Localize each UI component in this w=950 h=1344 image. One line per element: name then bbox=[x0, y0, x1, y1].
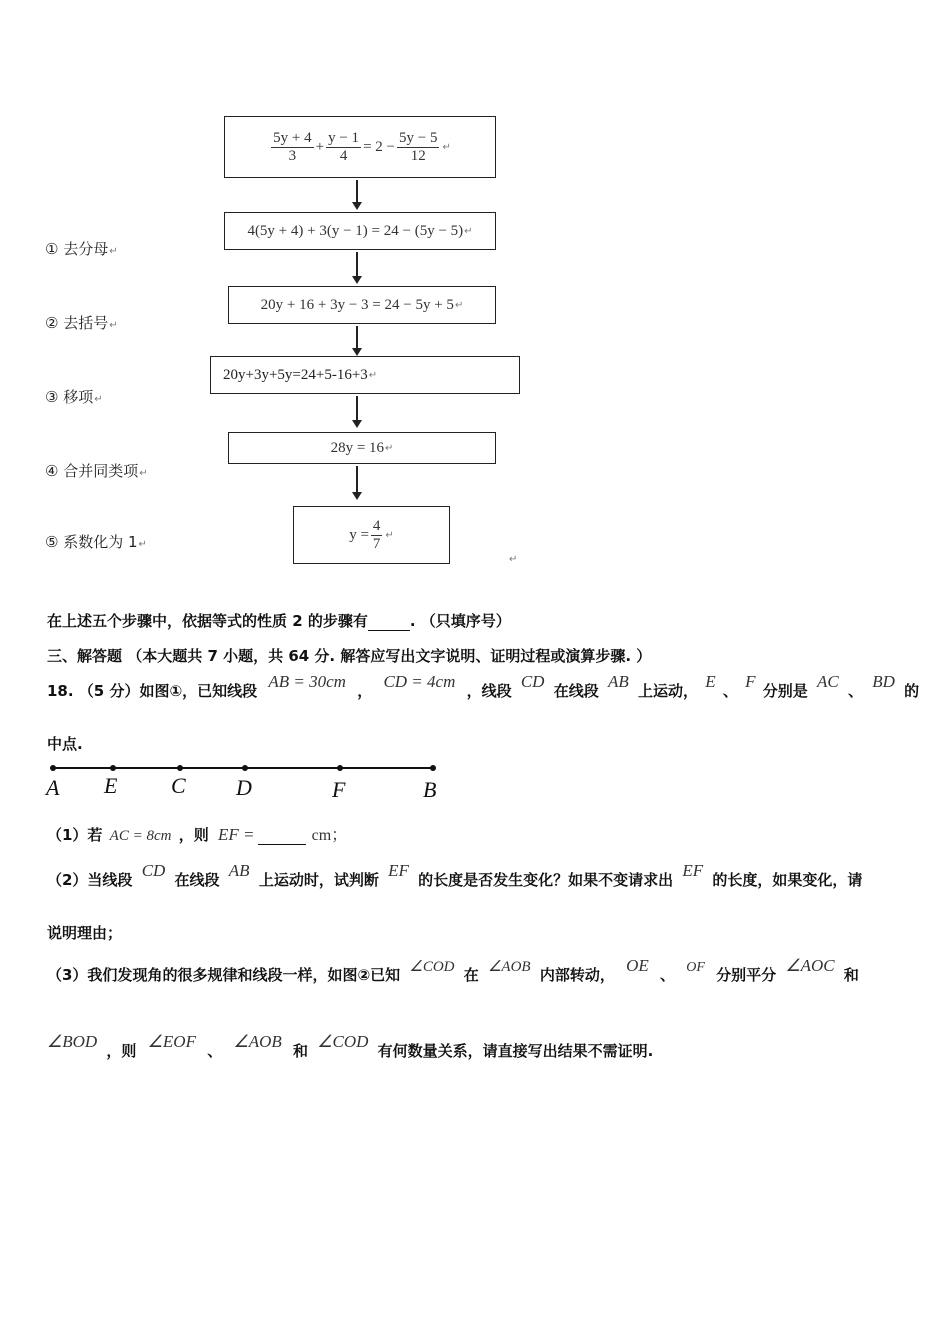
return-mark: ↵ bbox=[385, 442, 394, 454]
term1-numerator: 5y + 4 bbox=[273, 129, 312, 146]
return-mark: ↵ bbox=[464, 225, 473, 237]
q18-part2-line2: 说明理由； bbox=[47, 924, 123, 942]
equation-box-original bbox=[224, 116, 496, 178]
step-label-4: ④ 合并同类项↵ bbox=[45, 462, 148, 480]
q18-part1: （1）若 AC = 8cm ，则 EF = cm； bbox=[47, 825, 348, 844]
label-b: B bbox=[423, 777, 437, 802]
section-heading: 三、解答题 （本大题共 7 小题，共 64 分. 解答应写出文字说明、证明过程或演算步骤. ） bbox=[47, 647, 652, 665]
plus-sign: + bbox=[315, 138, 325, 155]
question-17-prompt: 在上述五个步骤中，依据等式的性质 2 的步骤有 . （只填序号） bbox=[47, 612, 511, 630]
step5-denominator: 7 bbox=[372, 535, 381, 552]
step3-equation: 20y+3y+5y=24+5-16+3 bbox=[223, 366, 368, 383]
label-d: D bbox=[236, 775, 252, 800]
label-f: F bbox=[332, 777, 346, 802]
return-mark: ↵ bbox=[442, 141, 451, 153]
term3-denominator: 12 bbox=[410, 147, 426, 164]
flow-arrow-4 bbox=[356, 396, 358, 426]
q18-stem-line1: 18. （5 分）如图①，已知线段 AB = 30cm ， CD = 4cm ，线段 CD 在线段 AB 上运动， E 、 F 分别是 AC 、 BD 的 bbox=[47, 672, 920, 700]
answer-blank-ef[interactable] bbox=[258, 826, 306, 845]
flow-arrow-5 bbox=[356, 466, 358, 498]
flow-arrow-1 bbox=[356, 180, 358, 208]
step5-lhs: y = bbox=[349, 526, 369, 543]
label-a: A bbox=[46, 775, 60, 800]
equation-box-step3 bbox=[210, 356, 520, 394]
step2-equation: 20y + 16 + 3y − 3 = 24 − 5y + 5 bbox=[260, 296, 454, 313]
point-d bbox=[242, 765, 248, 771]
return-mark: ↵ bbox=[509, 554, 518, 565]
step1-equation: 4(5y + 4) + 3(y − 1) = 24 − (5y − 5) bbox=[247, 222, 464, 239]
return-mark: ↵ bbox=[454, 299, 464, 311]
equation-box-step2 bbox=[228, 286, 496, 324]
step-label-3: ③ 移项↵ bbox=[45, 388, 103, 406]
step-label-1: ① 去分母↵ bbox=[45, 240, 118, 258]
term2-numerator: y − 1 bbox=[328, 129, 360, 146]
q18-part3-line2: ∠BOD ，则 ∠EOF 、 ∠AOB 和 ∠COD 有何数量关系，请直接写出结果不需证明. bbox=[47, 1032, 654, 1060]
answer-blank[interactable] bbox=[368, 612, 410, 631]
step4-equation: 28y = 16 bbox=[330, 439, 385, 456]
point-a bbox=[50, 765, 56, 771]
term2-denominator: 4 bbox=[339, 147, 348, 164]
point-c bbox=[177, 765, 183, 771]
return-mark: ↵ bbox=[385, 529, 394, 541]
term1-denominator: 3 bbox=[288, 147, 297, 164]
q18-stem-line2: 中点. bbox=[47, 735, 83, 753]
q18-part3-line1: （3）我们发现角的很多规律和线段一样，如图②已知 ∠COD 在 ∠AOB 内部转动， OE 、 OF 分别平分 ∠AOC 和 bbox=[47, 956, 859, 984]
step-label-5: ⑤ 系数化为 1↵ bbox=[45, 533, 147, 551]
equals-part: = 2 − bbox=[363, 138, 395, 155]
equation-box-step1 bbox=[224, 212, 496, 250]
equation-box-step4 bbox=[228, 432, 496, 464]
step5-numerator: 4 bbox=[372, 517, 381, 534]
term3-numerator: 5y − 5 bbox=[398, 129, 438, 146]
point-e bbox=[110, 765, 116, 771]
flow-arrow-2 bbox=[356, 252, 358, 282]
step-label-2: ② 去括号↵ bbox=[45, 314, 118, 332]
label-e: E bbox=[104, 773, 118, 798]
flow-arrow-3 bbox=[356, 326, 358, 354]
point-b bbox=[430, 765, 436, 771]
label-c: C bbox=[171, 773, 186, 798]
return-mark: ↵ bbox=[368, 369, 378, 381]
point-f bbox=[337, 765, 343, 771]
q18-part2-line1: （2）当线段 CD 在线段 AB 上运动时，试判断 EF 的长度是否发生变化？如果不变请求出 EF 的长度，如果变化，请 bbox=[47, 861, 863, 889]
equation-box-step5 bbox=[293, 506, 450, 564]
